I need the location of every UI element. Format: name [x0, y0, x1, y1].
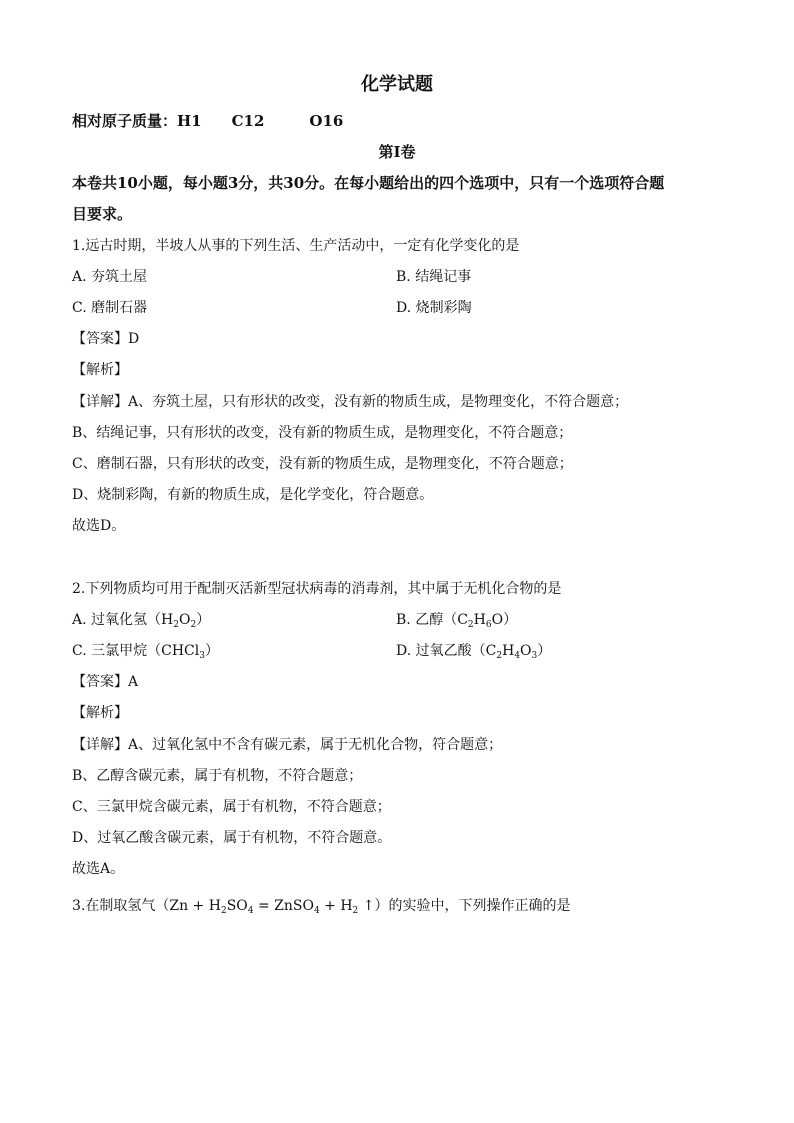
- volume-heading: 第Ⅰ卷: [378, 143, 416, 161]
- formula-subscript: 4: [313, 906, 320, 916]
- close-bracket: ）: [196, 612, 211, 628]
- q1-stem: 1.远古时期，半坡人从事的下列生活、生产活动中，一定有化学变化的是: [72, 238, 520, 254]
- q2-stem: 2.下列物质均可用于配制灭活新型冠状病毒的消毒剂，其中属于无机化合物的是: [72, 581, 562, 597]
- formula-part: H: [161, 612, 174, 628]
- formula-subscript: 2: [190, 620, 197, 630]
- q2-option-c: [72, 640, 219, 660]
- page-title: 化学试题: [361, 74, 433, 95]
- formula-subscript: 2: [173, 620, 179, 630]
- q2-option-c-formula: [161, 643, 205, 659]
- formula-subscript: 2: [220, 906, 227, 916]
- formula-part: Zn + H: [169, 898, 221, 914]
- formula-subscript: 4: [247, 906, 254, 916]
- q2-detail-3: C、三氯甲烷含碳元素，属于有机物，不符合题意；: [72, 799, 391, 815]
- formula-part: CHCl: [161, 643, 200, 659]
- formula-part: O: [520, 643, 532, 659]
- formula-subscript: 3: [531, 651, 538, 661]
- formula-part: ↑: [358, 898, 375, 914]
- formula-part: O: [178, 612, 191, 628]
- instructions-line-2: 目要求。: [72, 205, 133, 223]
- q3-stem-end: ）的实验中，下列操作正确的是: [374, 898, 571, 914]
- formula-subscript: 4: [514, 651, 521, 661]
- q2-detail-1: 【详解】A、过氧化氢中不含有碳元素，属于无机化合物，符合题意；: [72, 737, 503, 753]
- formula-part: O: [491, 612, 504, 628]
- q2-option-b-label: B. 乙醇（: [396, 612, 458, 628]
- formula-part: = ZnSO: [253, 898, 314, 914]
- q2-conclusion: 故选A。: [72, 861, 125, 877]
- q3-stem-start: 3.在制取氢气（: [72, 898, 170, 914]
- q2-detail-2: B、乙醇含碳元素，属于有机物，不符合题意；: [72, 768, 363, 784]
- q1-detail-3: C、磨制石器，只有形状的改变，没有新的物质生成，是物理变化，不符合题意；: [72, 456, 573, 472]
- atomic-mass-line: 相对原子质量：H1 C12 O16: [72, 112, 344, 130]
- q1-detail-2: B、结绳记事，只有形状的改变，没有新的物质生成，是物理变化，不符合题意；: [72, 425, 573, 441]
- q1-option-a: A. 夯筑土屋: [72, 269, 148, 285]
- q2-answer: 【答案】A: [72, 674, 139, 690]
- close-bracket: ）: [204, 643, 219, 659]
- formula-subscript: 2: [467, 620, 474, 630]
- q1-answer: 【答案】D: [72, 331, 140, 347]
- q2-option-b-formula: [457, 612, 503, 628]
- q3-equation: [169, 898, 374, 914]
- formula-subscript: 2: [496, 651, 503, 661]
- q1-conclusion: 故选D。: [72, 518, 126, 534]
- formula-part: H: [502, 643, 515, 659]
- q2-detail-4: D、过氧乙酸含碳元素，属于有机物，不符合题意。: [72, 830, 392, 846]
- q2-analysis: 【解析】: [72, 705, 128, 721]
- q3-stem: [72, 895, 570, 915]
- formula-part: SO: [226, 898, 248, 914]
- q1-detail-4: D、烧制彩陶，有新的物质生成，是化学变化，符合题意。: [72, 487, 434, 503]
- q1-option-c: C. 磨制石器: [72, 300, 148, 316]
- q1-detail-1: 【详解】A、夯筑土屋，只有形状的改变，没有新的物质生成，是物理变化，不符合题意；: [72, 394, 629, 410]
- instructions-line-1: 本卷共10小题，每小题3分，共30分。在每小题给出的四个选项中，只有一个选项符合题: [72, 174, 665, 192]
- formula-subscript: 3: [199, 651, 205, 661]
- q2-option-a-label: A. 过氧化氢（: [72, 612, 162, 628]
- q1-option-b: B. 结绳记事: [396, 269, 472, 285]
- q2-option-d-formula: [486, 643, 538, 659]
- close-bracket: ）: [503, 612, 518, 628]
- q2-option-d: [396, 640, 551, 660]
- formula-part: C: [485, 643, 497, 659]
- q2-option-d-label: D. 过氧乙酸（: [396, 643, 486, 659]
- q1-analysis: 【解析】: [72, 362, 128, 378]
- formula-part: H: [473, 612, 486, 628]
- q2-option-a-formula: [161, 612, 196, 628]
- formula-subscript: 6: [485, 620, 492, 630]
- formula-subscript: 2: [352, 906, 359, 916]
- q1-option-d: D. 烧制彩陶: [396, 300, 472, 316]
- q2-option-b: [396, 609, 517, 629]
- q2-option-a: [72, 609, 210, 629]
- formula-part: + H: [319, 898, 353, 914]
- formula-part: C: [457, 612, 468, 628]
- close-bracket: ）: [537, 643, 552, 659]
- q2-option-c-label: C. 三氯甲烷（: [72, 643, 162, 659]
